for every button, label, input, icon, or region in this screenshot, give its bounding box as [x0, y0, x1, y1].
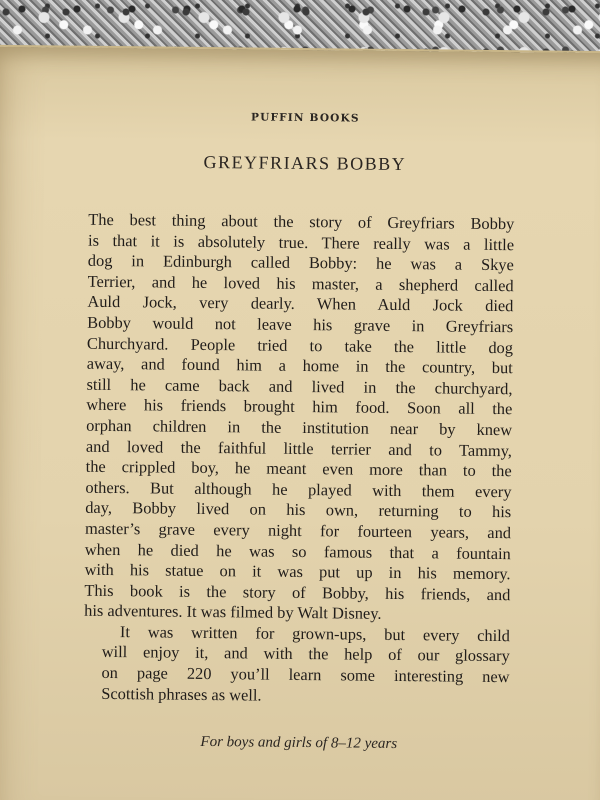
text-line: Bobby would not leave his grave in Greyfriars: [87, 312, 514, 337]
text-line: Terrier, and he loved his master, a shepherd called: [87, 271, 514, 295]
text-line: Churchyard. People tried to take the little dog: [86, 333, 514, 357]
blurb-text: [83, 210, 514, 709]
text-line: dog in Edinburgh called Bobby: he was a Skye: [87, 250, 514, 275]
text-line: orphan children in the institution near by knew: [86, 415, 513, 440]
text-line: others. But although he played with them every: [85, 477, 512, 501]
text-line: away, and found him a home in the country, but: [86, 353, 513, 378]
text-line: Scottish phrases as well.: [101, 683, 262, 705]
text-line: where his friends brought him food. Soon all the: [86, 395, 513, 419]
text-line: will enjoy it, and with the help of our glossary: [101, 642, 510, 666]
age-range-note: For boys and girls of 8–12 years: [200, 733, 398, 753]
text-line: It was written for grown-ups, but every child: [119, 621, 511, 646]
text-line: with his statue on it was put up in his memory.: [84, 559, 511, 584]
text-line: master’s grave every night for fourteen years, and: [84, 518, 512, 543]
book-title: GREYFRIARS BOBBY: [203, 151, 407, 175]
text-line: when he died he was so famous that a fountain: [84, 539, 511, 563]
text-line: on page 220 you’ll learn some interesting new: [101, 662, 510, 687]
text-line: day, Bobby lived on his own, returning to his: [85, 498, 512, 522]
text-line: the crippled boy, he meant even more than to the: [85, 456, 512, 481]
text-line: still he came back and lived in the churchyard,: [86, 374, 513, 398]
book-page: [0, 45, 600, 800]
text-line: is that it is absolutely true. There really was a little: [87, 230, 515, 254]
paragraph-1: [84, 210, 514, 626]
publisher-heading: PUFFIN BOOKS: [250, 111, 360, 125]
paragraph-2: [83, 622, 510, 709]
text-line: and loved the faithful little terrier and to Tammy,: [85, 436, 512, 460]
text-line: Auld Jock, very dearly. When Auld Jock died: [87, 292, 514, 316]
text-line: This book is the story of Bobby, his friends, and: [84, 580, 511, 604]
text-line: his adventures. It was filmed by Walt Disney.: [84, 601, 382, 624]
text-line: The best thing about the story of Greyfriars Bobby: [88, 209, 515, 234]
